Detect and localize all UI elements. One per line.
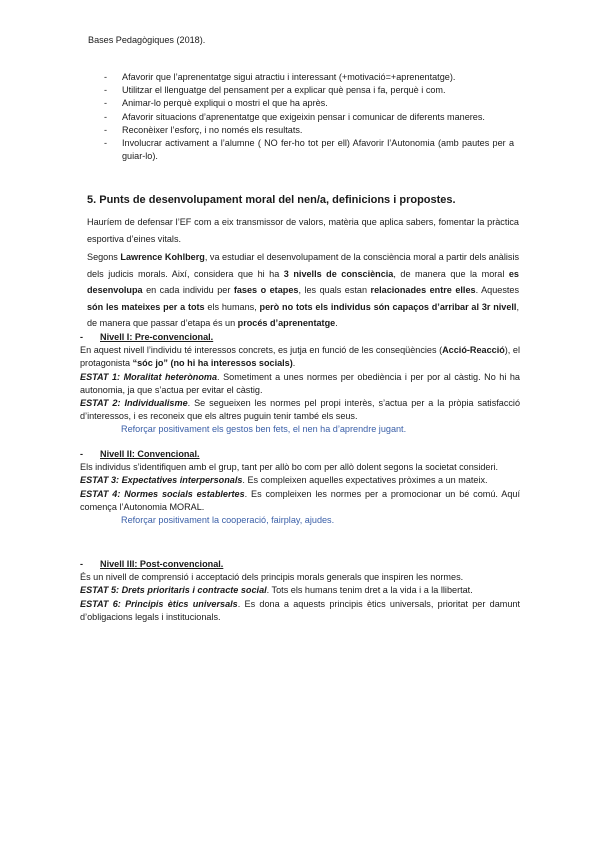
list-item: - Afavorir situacions d’aprenentatge que exigeixin pensar i comunicar de diferents maneres. xyxy=(104,111,485,122)
bullet-list xyxy=(104,71,514,163)
reference-line: Bases Pedagògiques (2018). xyxy=(88,35,206,45)
list-item: - Animar-lo perquè expliqui o mostri el que ha après. xyxy=(104,98,328,109)
level-1-intro: En aquest nivell l’individu té interessos concrets, es jutja en funció de les conseqüències (Acció-Reacció), el protagonista “sóc jo” (no hi ha interessos socials). xyxy=(80,345,520,369)
list-item: - Afavorir que l’aprenentatge sigui atractiu i interessant (+motivació=+aprenentatge). xyxy=(104,72,456,82)
level-3-intro: És un nivell de comprensió i acceptació dels principis morals generals que inspiren les normes. xyxy=(80,572,464,583)
estat-1: ESTAT 1: Moralitat heterònoma. Sometiment a unes normes per obediència i per por al càstig. No hi ha autonomia, ja que s’actua per evitar el càstig. xyxy=(80,371,520,395)
estat-3: ESTAT 3: Expectatives interpersonals. Es compleixen aquelles expectatives pròximes a un mateix. xyxy=(80,475,488,486)
list-item: - Utilitzar el llenguatge del pensament per a explicar què pensa i fa, perquè i com. xyxy=(104,85,446,96)
level-2-section xyxy=(80,448,520,527)
estat-4: ESTAT 4: Normes socials establertes. Es compleixen les normes per a promocionar un bé comú. Aquí comença l’Autonomia MORAL. xyxy=(80,488,520,512)
level-2-title: - Nivell II: Convencional. xyxy=(80,449,200,459)
level-3-section xyxy=(80,558,520,624)
estat-6: ESTAT 6: Principis ètics universals. Es dona a aquests principis ètics universals, prioritat per damunt d’obligacions legals i institucionals. xyxy=(80,598,520,622)
list-item: - Involucrar activament a l’alumne ( NO fer-ho tot per ell) Afavorir l’Autonomia (amb pautes per a guiar-lo). xyxy=(104,138,514,162)
list-item: - Reconèixer l’esforç, i no només els resultats. xyxy=(104,124,303,135)
estat-2: ESTAT 2: Individualisme. Se segueixen les normes pel propi interès, s’actua per a la pròpia satisfacció d’interessos, i es reconeix que els altres puguin tenir també els seus. xyxy=(80,398,520,422)
section-heading: 5. Punts de desenvolupament moral del nen/a, definicions i propostes. xyxy=(87,194,456,206)
paragraph-intro: Hauríem de defensar l’EF com a eix transmissor de valors, matèria que aplica sabers, fomentar la pràctica esportiva d’eines vitals. xyxy=(87,217,519,244)
level-1-title: - Nivell I: Pre-convencional. xyxy=(80,332,214,342)
level-2-intro: Els individus s’identifiquen amb el grup, tant per allò bo com per allò dolent segons la societat consideri. xyxy=(80,462,499,473)
level-1-section xyxy=(80,331,520,437)
level-2-reinforce: Reforçar positivament la cooperació, fairplay, ajudes. xyxy=(121,515,335,526)
level-1-reinforce: Reforçar positivament els gestos ben fets, el nen ha d’aprendre jugant. xyxy=(121,424,407,435)
paragraph-kohlberg: Segons Lawrence Kohlberg, va estudiar el desenvolupament de la consciència moral a partir dels anàlisis dels judicis morals. Així, considera que hi ha 3 nivells de consciència, de manera que la moral es desenvolupa en cada individu per fases o etapes, les quals estan relacionades entre elles. Aquestes són les mateixes per a tots els humans, però no tots els individus són capaços d’arribar al 3r nivell, de manera que passar d’etapa és un procés d’aprenentatge. xyxy=(87,252,520,328)
estat-5: ESTAT 5: Drets prioritaris i contracte social. Tots els humans tenim dret a la vida i a la llibertat. xyxy=(80,585,473,596)
level-3-title: - Nivell III: Post-convencional. xyxy=(80,559,224,569)
